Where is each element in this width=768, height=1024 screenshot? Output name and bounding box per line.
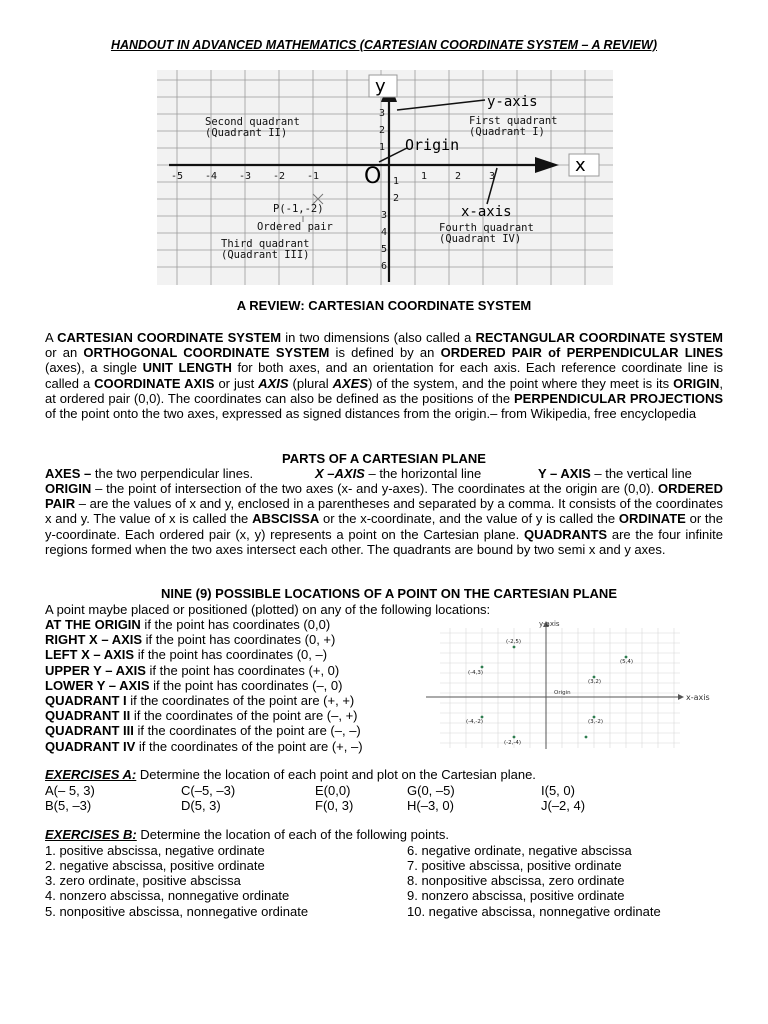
exercise-a-item: C(–5, –3) [181, 783, 236, 798]
points-plot-figure [420, 613, 720, 753]
location-item: LEFT X – AXIS if the point has coordinates (0, –) [45, 647, 328, 663]
plot-point [481, 716, 484, 719]
plot-point-label: (3,2) [588, 679, 602, 685]
origin-label: Origin [405, 136, 460, 154]
exercise-a-item: D(5, 3) [181, 798, 221, 813]
q4-sub: (Quadrant IV) [439, 233, 522, 245]
origin-o: O [364, 164, 382, 189]
plot-point [593, 716, 596, 719]
exercise-a-item: F(0, 3) [315, 798, 354, 813]
nine-locations-intro: A point maybe placed or positioned (plotted) on any of the following locations: [45, 602, 491, 617]
plot-point-label: (-4,-2) [466, 719, 484, 725]
point-label: P(-1,-2) [273, 203, 324, 215]
parts-heading: PARTS OF A CARTESIAN PLANE [282, 451, 486, 466]
x-tick: -4 [205, 171, 218, 182]
parts-xaxis: X –AXIS – the horizontal line [315, 466, 482, 481]
y-tick: 2 [393, 193, 400, 204]
x-letter: x [575, 155, 586, 176]
exercise-a-item: H(–3, 0) [407, 798, 454, 813]
nine-locations-heading: NINE (9) POSSIBLE LOCATIONS OF A POINT ON THE CARTESIAN PLANE [161, 586, 617, 601]
y-tick: 5 [381, 244, 388, 255]
plot-x-axis-label: x-axis [686, 693, 710, 702]
location-item: UPPER Y – AXIS if the point has coordinates (+, 0) [45, 662, 340, 678]
y-tick: 3 [379, 108, 386, 119]
y-axis-label: y-axis [487, 94, 538, 110]
plot-point [625, 656, 628, 659]
exercise-b-item: 9. nonzero abscissa, positive ordinate [407, 888, 625, 903]
plot-point [585, 736, 588, 739]
document-title: HANDOUT IN ADVANCED MATHEMATICS (CARTESIAN COORDINATE SYSTEM – A REVIEW) [110, 38, 658, 52]
exercise-a-item: B(5, –3) [45, 798, 92, 813]
q1-label: First quadrant [469, 115, 558, 127]
plot-y-axis-label: y-axis [539, 620, 560, 628]
plot-origin-label: Origin [554, 690, 571, 696]
plot-point [513, 736, 516, 739]
q4-label: Fourth quadrant [439, 222, 534, 234]
exercise-a-item: E(0,0) [315, 783, 351, 798]
q1-sub: (Quadrant I) [469, 126, 545, 138]
cartesian-plane-figure [157, 70, 613, 285]
x-tick: 1 [421, 171, 428, 182]
exercises-b-title: EXERCISES B: Determine the location of each of the following points. [45, 827, 449, 842]
plot-point-label: (-2,-4) [504, 740, 522, 746]
y-letter: y [375, 76, 386, 97]
location-item: QUADRANT I if the coordinates of the point are (+, +) [45, 693, 355, 709]
plot-point-label: (-4,3) [468, 670, 484, 676]
x-tick: -5 [171, 171, 184, 182]
plot-point [593, 676, 596, 679]
review-heading: A REVIEW: CARTESIAN COORDINATE SYSTEM [236, 298, 532, 313]
exercise-b-item: 7. positive abscissa, positive ordinate [407, 858, 622, 873]
plot-point-label: (5,4) [620, 659, 634, 665]
q2-label: Second quadrant [205, 116, 300, 128]
location-item: QUADRANT II if the coordinates of the point are (–, +) [45, 708, 358, 724]
locations-list [45, 617, 363, 754]
x-tick: -2 [273, 171, 286, 182]
location-item: AT THE ORIGIN if the point has coordinates (0,0) [45, 617, 331, 632]
parts-paragraph: ORIGIN – the point of intersection of the two axes (x- and y-axes). The coordinates at the origin are (0,0). ORDERED PAIR – are the values of x and y, enclosed in a parentheses and separated by a comma. It consists of the coordinates x and y. The value of x is called the ABSCISSA or the x-coordinate, and the value of y is called the ORDINATE or the y-coordinate. Each ordered pair (x, y) represents a point on the Cartesian plane. QUADRANTS are the four infinite regions formed when the two axes intersect each other. The quadrants are bound by two semi x and y axes. [45, 481, 724, 557]
exercise-b-item: 2. negative abscissa, positive ordinate [45, 858, 265, 873]
x-axis-label: x-axis [461, 204, 512, 220]
exercise-a-item: J(–2, 4) [541, 798, 586, 813]
y-tick: 1 [379, 142, 386, 153]
exercise-b-item: 8. nonpositive abscissa, zero ordinate [407, 873, 625, 888]
exercise-b-item: 6. negative ordinate, negative abscissa [407, 843, 632, 858]
exercise-b-item: 1. positive abscissa, negative ordinate [45, 843, 265, 858]
review-paragraph: A CARTESIAN COORDINATE SYSTEM in two dimensions (also called a RECTANGULAR COORDINATE SYSTEM or an ORTHOGONAL COORDINATE SYSTEM is defined by an ORDERED PAIR of PERPENDICULAR LINES (axes), a single UNIT LENGTH for both axes, and an orientation for each axis. Each reference coordinate line is called a COORDINATE AXIS or just AXIS (plural AXES) of the system, and the point where they meet is its ORIGIN, at ordered pair (0,0). The coordinates can also be defined as the positions of the PERPENDICULAR PROJECTIONS of the point onto the two axes, expressed as signed distances from the origin.– from Wikipedia, free encyclopedia [45, 330, 724, 422]
q3-sub: (Quadrant III) [221, 249, 310, 261]
location-item: LOWER Y – AXIS if the point has coordinates (–, 0) [45, 677, 343, 693]
exercise-a-item: G(0, –5) [407, 783, 455, 798]
exercise-b-item: 5. nonpositive abscissa, nonnegative ordinate [45, 904, 309, 919]
location-item: RIGHT X – AXIS if the point has coordinates (0, +) [45, 632, 336, 648]
y-tick: 3 [381, 210, 388, 221]
exercises-a-title: EXERCISES A: Determine the location of each point and plot on the Cartesian plane. [45, 767, 536, 782]
y-tick: 6 [381, 261, 388, 272]
y-tick: 2 [379, 125, 386, 136]
q2-sub: (Quadrant II) [205, 127, 288, 139]
parts-yaxis: Y – AXIS – the vertical line [538, 466, 692, 481]
plot-point-label: (3,-2) [588, 719, 604, 725]
y-tick: 4 [381, 227, 388, 238]
q3-label: Third quadrant [221, 238, 310, 250]
plot-point [513, 646, 516, 649]
y-tick: 1 [393, 176, 400, 187]
x-tick: -1 [307, 171, 320, 182]
x-tick: 3 [489, 171, 496, 182]
location-item: QUADRANT III if the coordinates of the point are (–, –) [45, 723, 361, 739]
exercise-b-item: 10. negative abscissa, nonnegative ordinate [407, 904, 661, 919]
exercise-b-item: 3. zero ordinate, positive abscissa [45, 873, 241, 888]
exercise-a-item: I(5, 0) [541, 783, 575, 798]
plot-point [481, 666, 484, 669]
exercise-b-item: 4. nonzero abscissa, nonnegative ordinate [45, 888, 290, 903]
parts-axes-line: AXES – the two perpendicular lines. [45, 466, 254, 481]
ordered-pair-label: Ordered pair [257, 221, 333, 233]
plot-point-label: (-2,5) [506, 639, 522, 645]
x-tick: 2 [455, 171, 462, 182]
location-item: QUADRANT IV if the coordinates of the point are (+, –) [45, 738, 363, 754]
x-tick: -3 [239, 171, 252, 182]
exercise-a-item: A(– 5, 3) [45, 783, 95, 798]
